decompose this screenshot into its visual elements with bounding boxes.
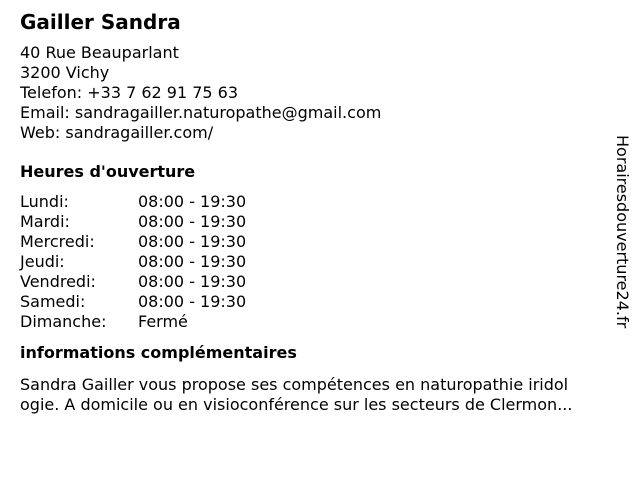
day-label: Mardi: — [20, 212, 70, 231]
hours-row-wednesday — [20, 232, 620, 252]
email-line: Email: sandragailler.naturopathe@gmail.com — [20, 103, 382, 122]
additional-info-text — [20, 375, 620, 415]
day-label: Dimanche: — [20, 312, 107, 331]
web-line: Web: sandragailler.com/ — [20, 123, 214, 142]
day-label: Samedi: — [20, 292, 86, 311]
day-label: Lundi: — [20, 192, 69, 211]
hours-row-monday — [20, 192, 620, 212]
info-line-1: Sandra Gailler vous propose ses compétences en naturopathie iridol — [20, 375, 569, 394]
time-range: 08:00 - 19:30 — [138, 192, 247, 211]
time-range: 08:00 - 19:30 — [138, 272, 247, 291]
opening-hours-table — [20, 192, 620, 332]
hours-row-sunday — [20, 312, 620, 332]
day-label: Mercredi: — [20, 232, 95, 251]
address-city: 3200 Vichy — [20, 63, 110, 82]
time-range: 08:00 - 19:30 — [138, 252, 247, 271]
hours-row-saturday — [20, 292, 620, 312]
time-range: Fermé — [138, 312, 188, 331]
day-label: Jeudi: — [20, 252, 65, 271]
time-range: 08:00 - 19:30 — [138, 292, 247, 311]
info-line-2: ogie. A domicile ou en visioconférence sur les secteurs de Clermon... — [20, 395, 573, 414]
phone-line: Telefon: +33 7 62 91 75 63 — [20, 83, 239, 102]
site-watermark: Horairesdouverture24.fr — [613, 135, 632, 329]
time-range: 08:00 - 19:30 — [138, 232, 247, 251]
business-card — [20, 8, 620, 415]
day-label: Vendredi: — [20, 272, 96, 291]
contact-block — [20, 43, 620, 143]
time-range: 08:00 - 19:30 — [138, 212, 247, 231]
business-name: Gailler Sandra — [20, 10, 181, 34]
address-street: 40 Rue Beauparlant — [20, 43, 179, 62]
opening-hours-heading: Heures d'ouverture — [20, 162, 196, 181]
hours-row-tuesday — [20, 212, 620, 232]
additional-info-heading: informations complémentaires — [20, 343, 297, 362]
hours-row-thursday — [20, 252, 620, 272]
hours-row-friday — [20, 272, 620, 292]
